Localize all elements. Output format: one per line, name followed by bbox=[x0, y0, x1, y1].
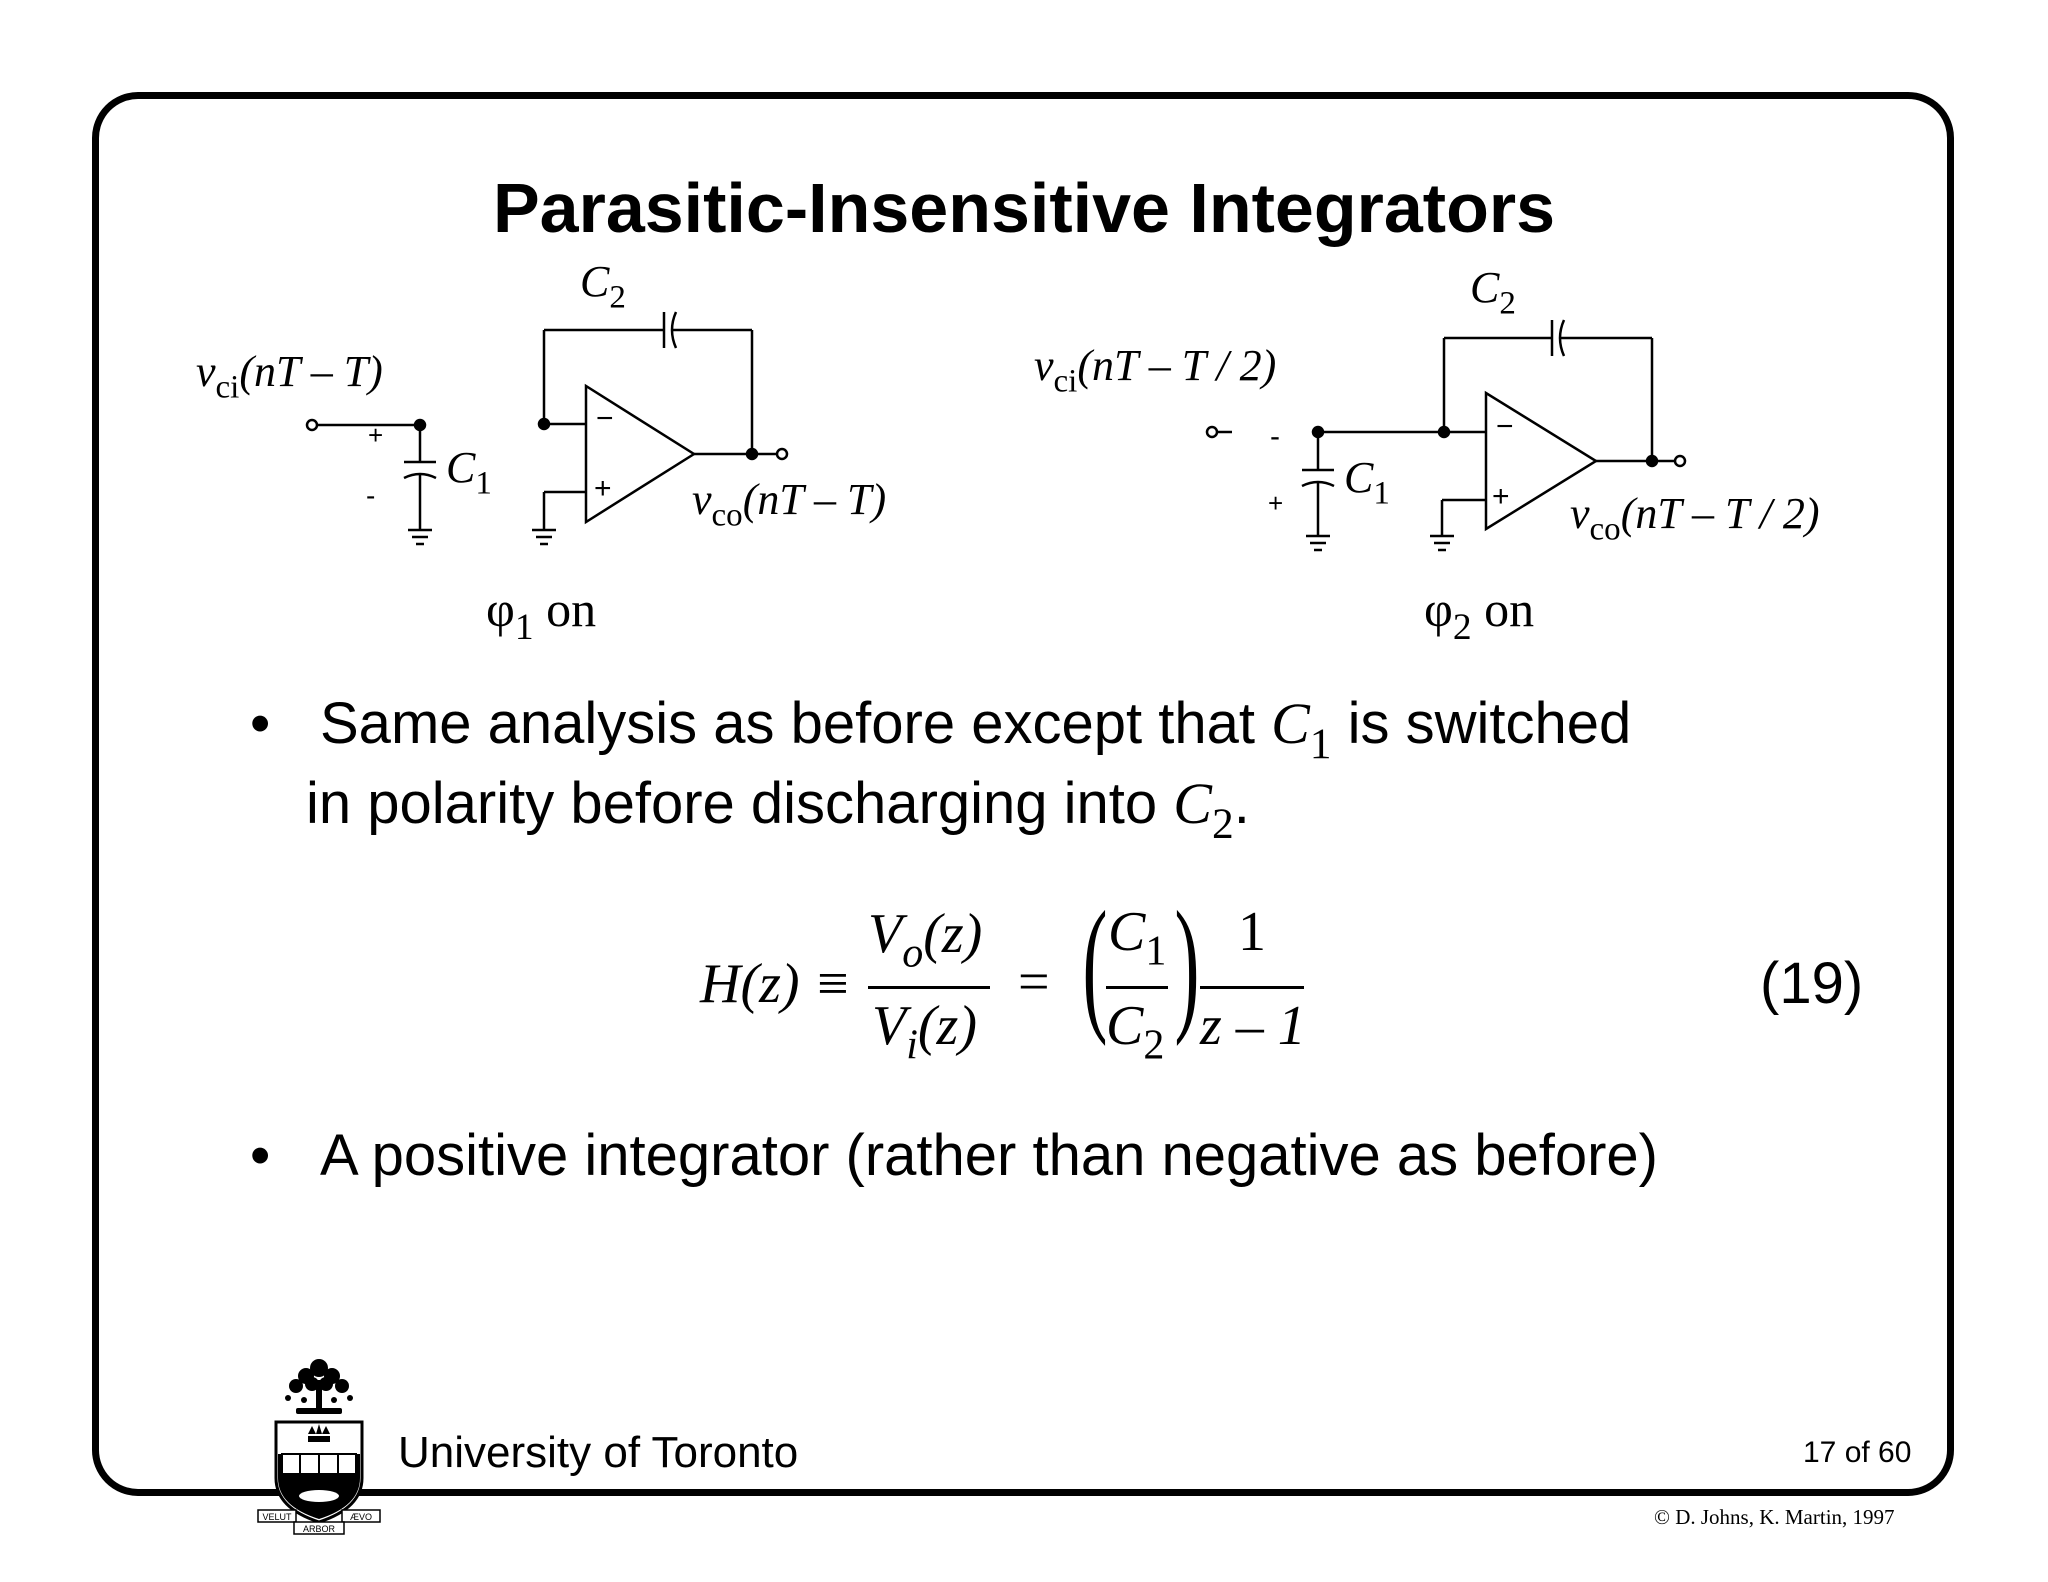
crest-motto-right: ÆVO bbox=[349, 1512, 373, 1522]
eq-equals: = bbox=[1018, 951, 1050, 1013]
slide-title: Parasitic-Insensitive Integrators bbox=[492, 169, 1556, 247]
phi2-phase-label: $\varphi_2$ on bbox=[1424, 581, 1535, 649]
crest-motto-left: VELUT bbox=[262, 1512, 292, 1522]
phi1-opamp-plus: + bbox=[594, 472, 612, 505]
eq-c1: $C_1$ bbox=[1108, 901, 1167, 975]
phi1-c1-plus: + bbox=[368, 420, 384, 450]
eq-one: 1 bbox=[1238, 901, 1266, 963]
page-number: 17 of 60 bbox=[1803, 1436, 1912, 1469]
university-crest bbox=[256, 1350, 382, 1540]
phi1-c1-minus: - bbox=[366, 480, 376, 511]
crest-motto-bottom: ARBOR bbox=[302, 1524, 336, 1534]
bullet-1-line-1: • Same analysis as before except that $C_1$ is switched bbox=[250, 691, 1632, 769]
bullet-2: • A positive integrator (rather than negative as before) bbox=[250, 1123, 1658, 1188]
phi2-c1-label: $C_1$ bbox=[1344, 453, 1390, 512]
equation-number: (19) bbox=[1760, 951, 1864, 1016]
phi1-opamp-minus: − bbox=[596, 402, 614, 435]
eq-c2: $C_2$ bbox=[1106, 995, 1165, 1069]
eq-numerator: $V_o(z)$ bbox=[868, 903, 983, 977]
phi2-c1-plus: + bbox=[1268, 488, 1284, 518]
phi2-opamp-minus: − bbox=[1496, 410, 1514, 443]
eq-paren-close: ) bbox=[1174, 881, 1200, 1047]
phi2-output-label: $v_{co}(nT$ – T / 2) bbox=[1570, 489, 1820, 548]
eq-denominator: $V_i(z)$ bbox=[872, 995, 977, 1069]
eq-fraction-bar-3 bbox=[1200, 986, 1304, 989]
eq-fraction-bar-2 bbox=[1106, 986, 1168, 989]
phi2-opamp-plus: + bbox=[1492, 480, 1510, 513]
eq-paren-open: ( bbox=[1082, 881, 1108, 1047]
footer-university: University of Toronto bbox=[398, 1428, 799, 1477]
phi1-phase-label: $\varphi_1$ on bbox=[486, 581, 597, 649]
phi2-c1-minus: - bbox=[1270, 420, 1280, 453]
phi2-input-label: $v_{ci}(nT$ – T / 2) bbox=[1034, 341, 1277, 400]
phi2-c2-label: $C_2$ bbox=[1470, 263, 1516, 322]
phi1-c1-label: $C_1$ bbox=[446, 443, 492, 502]
bullet-1-line-2: in polarity before discharging into $C_2$. bbox=[306, 771, 1250, 849]
phi1-input-label: $v_{ci}(nT - T)$ bbox=[196, 347, 383, 406]
phi1-c2-label: $C_2$ bbox=[580, 257, 626, 316]
copyright: © D. Johns, K. Martin, 1997 bbox=[1654, 1505, 1895, 1529]
eq-lhs: H(z) ≡ bbox=[700, 953, 852, 1015]
phi1-output-label: $v_{co}(nT - T)$ bbox=[692, 475, 887, 534]
eq-fraction-bar-1 bbox=[868, 986, 990, 989]
eq-z-minus-1: z – 1 bbox=[1200, 995, 1306, 1057]
